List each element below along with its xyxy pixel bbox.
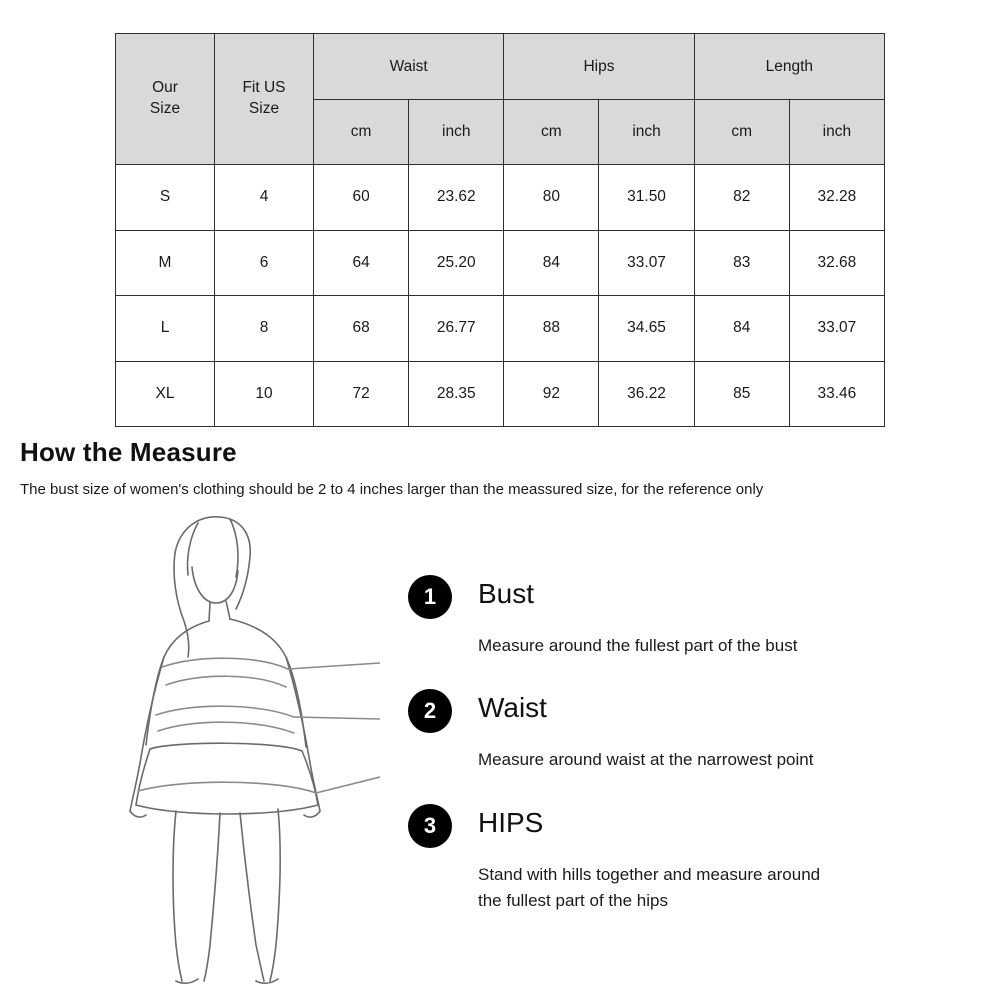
cell-hips-cm: 92 [504,361,599,427]
cell-hips-cm: 84 [504,230,599,296]
step-desc-waist: Measure around waist at the narrowest point [478,750,814,770]
header-fit-us-size [215,34,314,165]
cell-hips-inch: 33.07 [599,230,694,296]
cell-waist-cm: 68 [314,296,409,362]
cell-us-size: 8 [215,296,314,362]
size-table-container [115,33,885,427]
list-item [408,575,968,659]
header-waist-inch: inch [409,100,504,165]
cell-waist-inch: 26.77 [409,296,504,362]
step-desc-bust: Measure around the fullest part of the bust [478,636,798,655]
header-waist: Waist [314,34,504,100]
female-body-illustration [80,505,380,985]
cell-waist-inch: 23.62 [409,165,504,231]
how-to-measure-subtitle: The bust size of women's clothing should be 2 to 4 inches larger than the meassured size, for the reference only [20,481,764,498]
table-row [116,230,885,296]
cell-waist-cm: 64 [314,230,409,296]
header-fit-us-line2: Size [248,100,280,117]
step-desc-hips-line2: the fullest part of the hips [478,891,668,911]
measure-steps-list [408,575,968,944]
cell-length-cm: 84 [694,296,789,362]
step-title-bust: Bust [478,578,535,609]
cell-size: M [116,230,215,296]
cell-us-size: 4 [215,165,314,231]
cell-us-size: 6 [215,230,314,296]
header-length: Length [694,34,884,100]
cell-size: L [116,296,215,362]
cell-hips-cm: 88 [504,296,599,362]
step-title-waist: Waist [478,692,547,724]
header-length-inch: inch [789,100,884,165]
cell-size: XL [116,361,215,427]
cell-waist-inch: 28.35 [409,361,504,427]
header-length-cm: cm [694,100,789,165]
step-title-hips: HIPS [478,806,544,838]
cell-length-cm: 85 [694,361,789,427]
header-our-size-line2: Size [149,100,181,117]
cell-length-inch: 32.68 [789,230,884,296]
cell-waist-cm: 60 [314,165,409,231]
cell-us-size: 10 [215,361,314,427]
step-badge-1: 1 [408,575,452,619]
cell-length-inch: 32.28 [789,165,884,231]
how-to-measure-title: How the Measure [20,437,237,467]
list-item [408,689,968,773]
cell-waist-cm: 72 [314,361,409,427]
table-row [116,361,885,427]
table-header-row-1 [116,34,885,100]
cell-hips-inch: 31.50 [599,165,694,231]
cell-hips-inch: 34.65 [599,296,694,362]
table-row [116,165,885,231]
step-badge-2: 2 [408,689,452,733]
cell-length-cm: 82 [694,165,789,231]
cell-size: S [116,165,215,231]
cell-length-inch: 33.07 [789,296,884,362]
header-our-size [116,34,215,165]
header-fit-us-line1: Fit US [242,79,286,97]
cell-length-inch: 33.46 [789,361,884,427]
header-hips-cm: cm [504,100,599,165]
header-hips: Hips [504,34,694,100]
cell-hips-inch: 36.22 [599,361,694,427]
step-badge-3: 3 [408,804,452,848]
step-desc-hips-line1: Stand with hills together and measure around [478,864,821,884]
header-our-size-line1: Our [152,79,178,97]
cell-waist-inch: 25.20 [409,230,504,296]
cell-length-cm: 83 [694,230,789,296]
list-item [408,804,968,915]
size-table [115,33,885,427]
table-row [116,296,885,362]
header-hips-inch: inch [599,100,694,165]
header-waist-cm: cm [314,100,409,165]
body-sketch-icon [80,505,380,985]
cell-hips-cm: 80 [504,165,599,231]
